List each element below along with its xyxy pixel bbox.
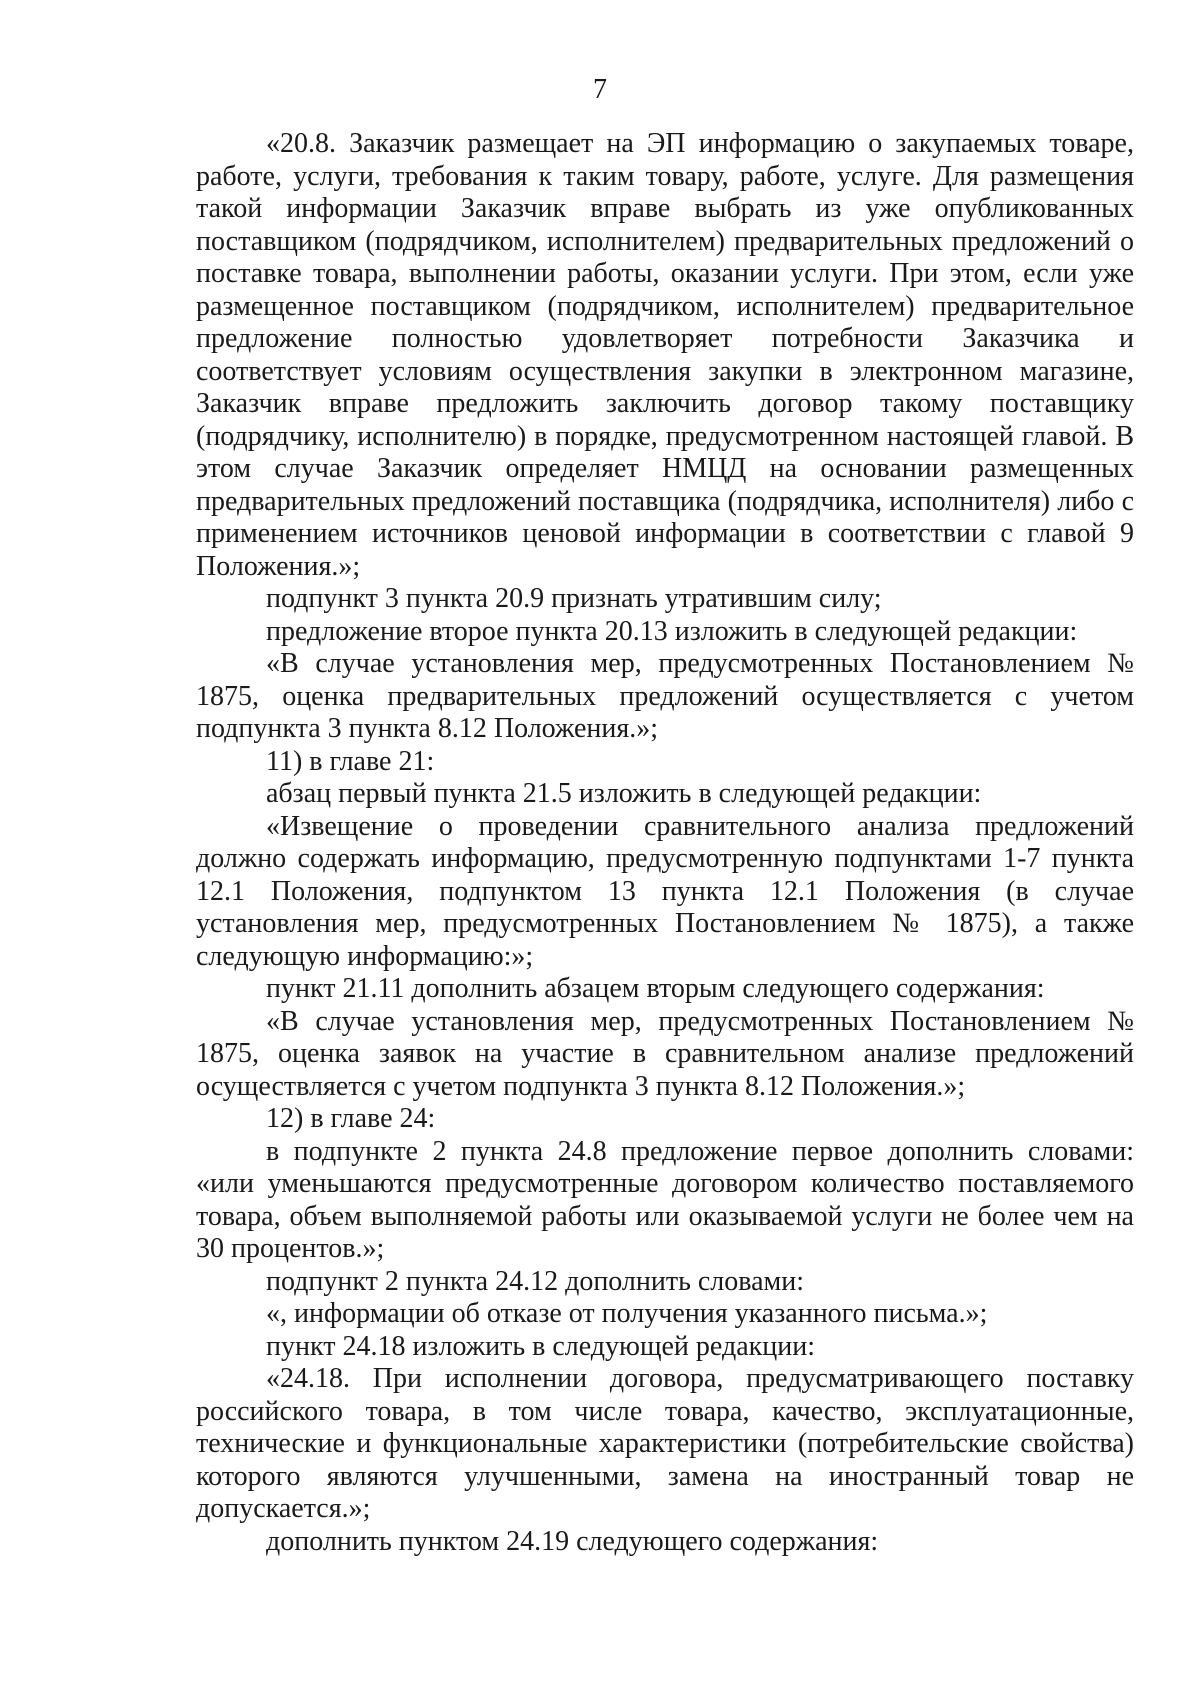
document-body bbox=[196, 128, 1134, 1558]
paragraph: «Извещение о проведении сравнительного анализа предложений должно содержать информацию, предусмотренную подпунктами 1-7 пункта 12.1 Положения, подпунктом 13 пункта 12.1 Положения (в случае установления мер, предусмотренных Постановлением № 1875), а также следующую информацию:»; bbox=[196, 810, 1134, 972]
paragraph: подпункт 3 пункта 20.9 признать утратившим силу; bbox=[266, 583, 882, 614]
paragraph: «В случае установления мер, предусмотренных Постановлением № 1875, оценка заявок на участие в сравнительном анализе предложений осуществляется с учетом подпункта 3 пункта 8.12 Положения.»; bbox=[196, 1005, 1134, 1102]
paragraph-chapter-21: 11) в главе 21: bbox=[266, 745, 435, 777]
paragraph: предложение второе пункта 20.13 изложить в следующей редакции: bbox=[266, 615, 1078, 647]
paragraph: «, информации об отказе от получения указанного письма.»; bbox=[266, 1298, 988, 1329]
paragraph: пункт 24.18 изложить в следующей редакции: bbox=[266, 1330, 815, 1362]
paragraph: «В случае установления мер, предусмотренных Постановлением № 1875, оценка предварительных предложений осуществляется с учетом подпункта 3 пункта 8.12 Положения.»; bbox=[196, 648, 1134, 744]
paragraph: в подпункте 2 пункта 24.8 предложение первое дополнить словами: «или уменьшаются предусмотренные договором количество поставляемого товара, объем выполняемой работы или оказываемой услуги не более чем на 30 процентов.»; bbox=[196, 1135, 1134, 1264]
paragraph-clause-24-18: «24.18. При исполнении договора, предусматривающего поставку российского товара, в том числе товара, качество, эксплуатационные, технические и функциональные характеристики (потребительские свойства) которого являются улучшенными, замена на иностранный товар не допускается.»; bbox=[196, 1363, 1134, 1524]
paragraph-chapter-24: 12) в главе 24: bbox=[266, 1103, 436, 1134]
paragraph: дополнить пунктом 24.19 следующего содержания: bbox=[266, 1525, 879, 1557]
paragraph-clause-20-8: «20.8. Заказчик размещает на ЭП информацию о закупаемых товаре, работе, услуги, требования к таким товару, работе, услуге. Для размещения такой информации Заказчик вправе выбрать из уже опубликованных поставщиком (подрядчиком, исполнителем) предварительных предложений о поставке товара, выполнении работы, оказании услуги. При этом, если уже размещенное поставщиком (подрядчиком, исполнителем) предварительное предложение полностью удовлетворяет потребности Заказчика и соответствует условиям осуществления закупки в электронном магазине, Заказчик вправе предложить заключить договор такому поставщику (подрядчику, исполнителю) в порядке, предусмотренном настоящей главой. В этом случае Заказчик определяет НМЦД на основании размещенных предварительных предложений поставщика (подрядчика, исполнителя) либо с применением источников ценовой информации в соответствии с главой 9 Положения.»; bbox=[196, 128, 1134, 582]
paragraph: абзац первый пункта 21.5 изложить в следующей редакции: bbox=[266, 778, 982, 809]
paragraph: пункт 21.11 дополнить абзацем вторым следующего содержания: bbox=[266, 973, 1045, 1004]
page-number: 7 bbox=[593, 74, 607, 105]
paragraph: подпункт 2 пункта 24.12 дополнить словами: bbox=[266, 1265, 805, 1297]
